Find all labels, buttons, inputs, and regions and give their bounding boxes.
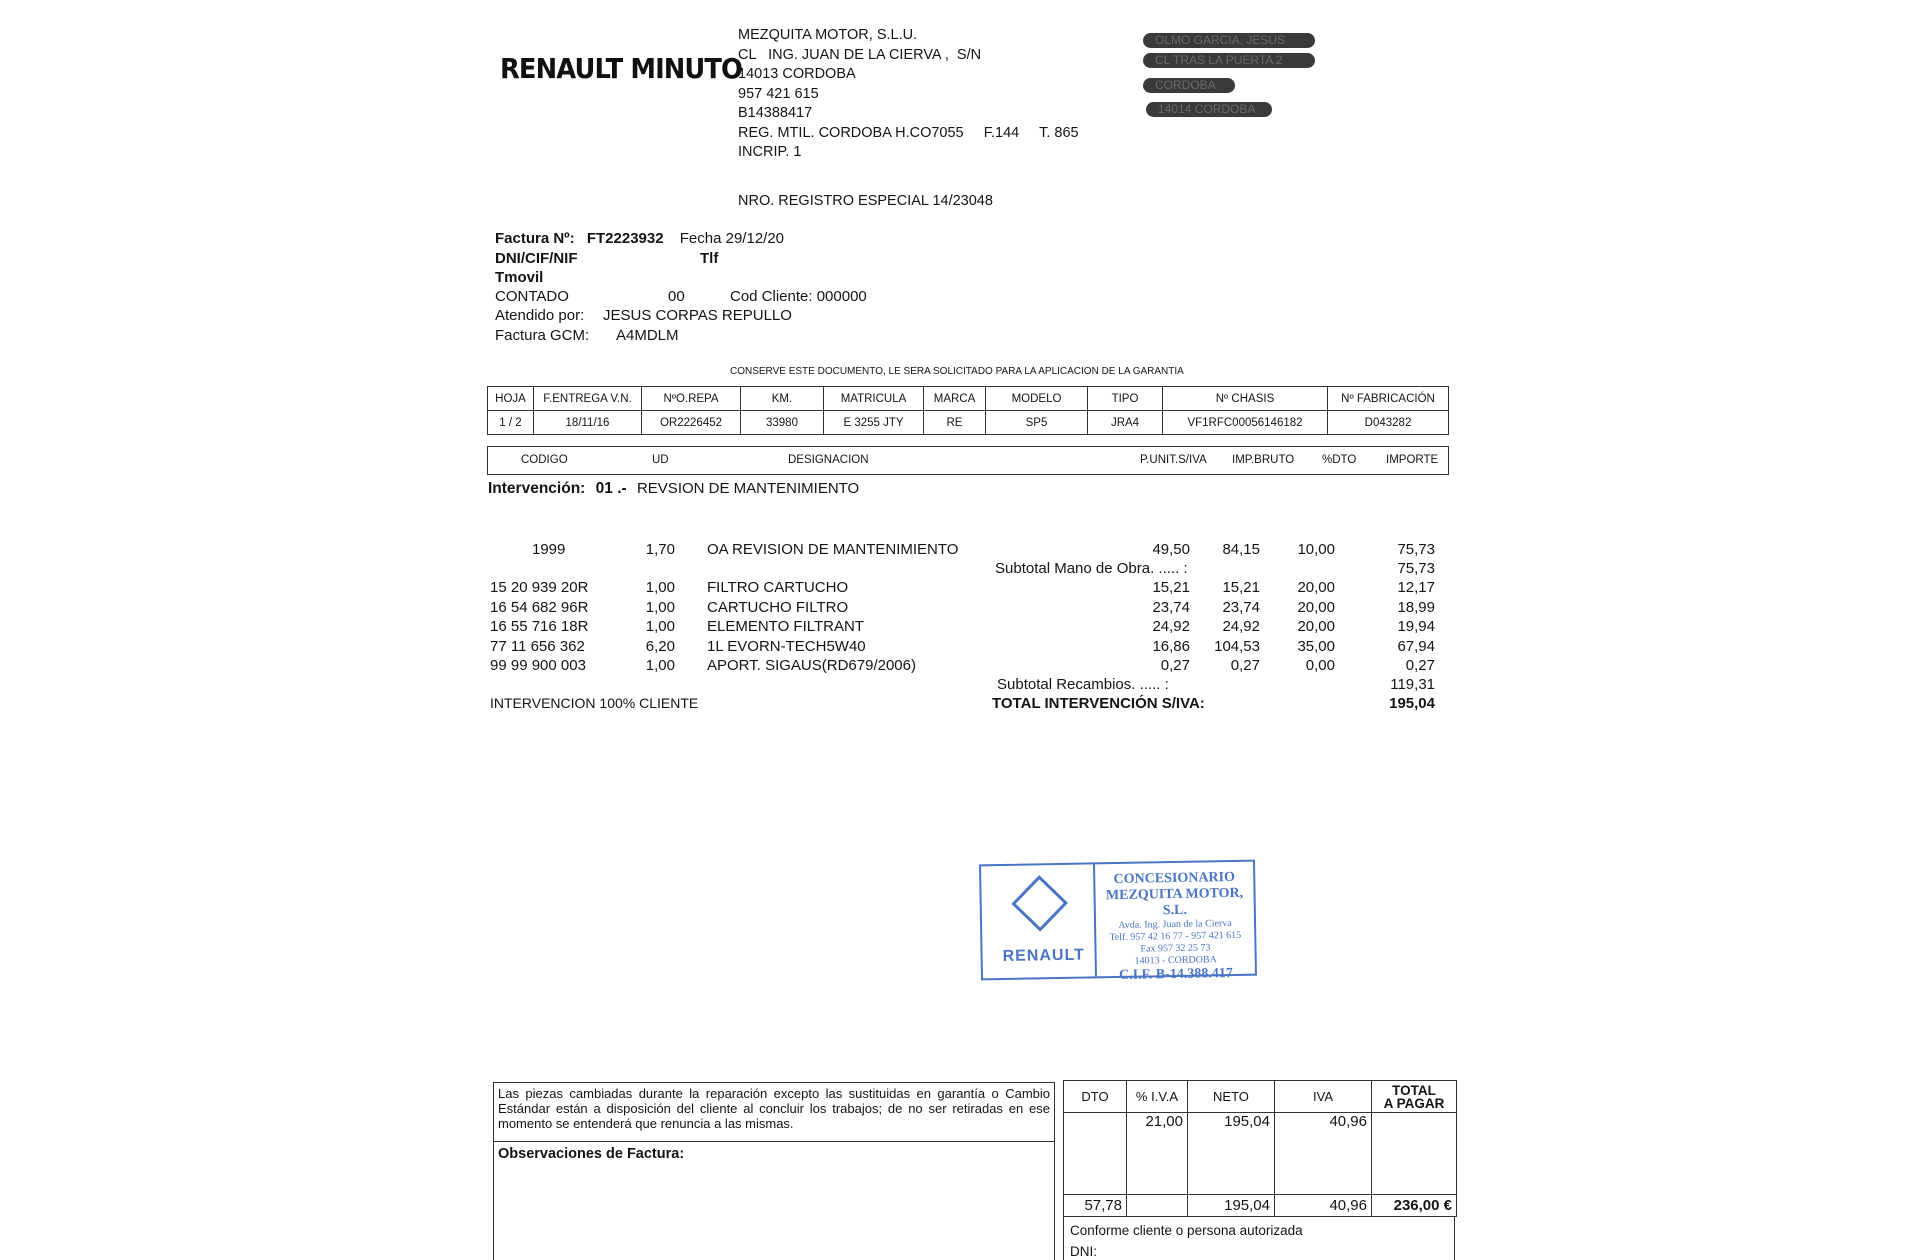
line-item-code: 77 11 656 362 [490,637,585,655]
observations-box [493,1141,1055,1260]
totals-vat-row [1064,1113,1457,1195]
company-registry: REG. MTIL. CORDOBA H.CO7055 F.144 T. 865 [738,124,1079,141]
line-item-punit: 24,92 [1152,618,1190,635]
totals-cell: 195,04 [1188,1195,1275,1217]
vehicle-header-cell: MATRICULA [824,387,924,411]
vehicle-table-header-row [488,387,1449,411]
company-block [738,26,1079,163]
col-ud: UD [652,454,669,466]
totals-final-row [1064,1195,1457,1217]
vehicle-value-cell: RE [924,411,986,435]
stamp-line: MEZQUITA MOTOR, S.L. [1105,885,1244,919]
client-code-label: Cod Cliente: [730,288,813,305]
stamp-line: Fax 957 32 25 73 [1140,942,1211,955]
parts-notice: Las piezas cambiadas durante la reparación excepto las sustituidas en garantía o Cambio Estándar están a disposición del cliente al concluir los trabajos; de no ser retiradas en ese momento se entenderá que renuncia a las mismas. [493,1082,1055,1142]
line-item-punit: 15,21 [1152,579,1190,596]
observations-label: Observaciones de Factura: [498,1146,685,1162]
line-item-desc: 1L EVORN-TECH5W40 [707,637,866,655]
tmovil-label: Tmovil [495,269,544,286]
line-item-dto: 20,00 [1297,598,1335,616]
company-name: MEZQUITA MOTOR, S.L.U. [738,27,918,43]
vehicle-header-cell: MODELO [986,387,1088,411]
invoice-number-label: Factura Nº: [495,230,575,247]
line-item-bruto: 23,74 [1222,598,1260,616]
stamp-line: Telf. 957 42 16 77 - 957 421 615 [1109,929,1242,944]
totals-cell [1064,1113,1127,1195]
line-item-punit: 49,50 [1152,541,1190,558]
client-code: 000000 [816,288,867,305]
subtotal-labour-label: Subtotal Mano de Obra. ..... : [995,560,1188,577]
line-item-bruto: 84,15 [1222,541,1260,558]
total-label-line2: A PAGAR [1383,1095,1445,1111]
total-label-line1: TOTAL [1392,1082,1436,1098]
line-columns-header [487,446,1449,475]
vehicle-table-value-row [488,411,1449,435]
company-cif: B14388417 [738,105,813,121]
line-item-importe: 19,94 [1397,618,1435,635]
redacted-customer-name: OLMO GARCIA, JESUS [1143,33,1315,48]
stamp-text [1099,870,1251,985]
invoice-date-label: Fecha [679,230,722,247]
company-phone: 957 421 615 [738,85,819,102]
stamp-logo-area [981,864,1097,978]
conformity-label: Conforme cliente o persona autorizada [1070,1223,1303,1238]
line-item-desc: APORT. SIGAUS(RD679/2006) [707,657,916,674]
totals-header-cell: DTO [1064,1081,1127,1113]
total-to-pay-header [1372,1081,1457,1113]
line-item-ud: 6,20 [645,637,675,655]
brand-logo: RENAULT MINUTO [500,52,743,85]
line-item-dto: 0,00 [1305,657,1335,674]
line-item-importe: 67,94 [1397,637,1435,655]
vehicle-value-cell: JRA4 [1088,411,1163,435]
stamp-line: Avda. Ing. Juan de la Cierva [1118,918,1232,931]
line-item-code: 16 54 682 96R [490,598,589,616]
subtotal-parts-label: Subtotal Recambios. ..... : [997,676,1169,693]
line-item-code: 1999 [532,541,566,558]
line-item-dto: 35,00 [1297,637,1335,655]
tlf-label: Tlf [700,250,719,267]
line-item-importe: 0,27 [1405,657,1435,674]
totals-table [1063,1080,1457,1217]
vehicle-value-cell: 33980 [741,411,824,435]
vehicle-header-cell: MARCA [924,387,986,411]
col-dto: %DTO [1322,454,1357,466]
vehicle-value-cell: 18/11/16 [534,411,642,435]
col-impbruto: IMP.BRUTO [1232,454,1295,466]
line-item-bruto: 24,92 [1222,618,1260,635]
redacted-customer-city: CORDOBA [1143,78,1235,93]
line-item-punit: 0,27 [1160,657,1190,674]
vehicle-value-cell: 1 / 2 [488,411,534,435]
line-item-code: 16 55 716 18R [490,618,589,635]
col-importe: IMPORTE [1386,454,1439,466]
stamp-line: 14013 - CORDOBA [1134,954,1217,967]
line-item-desc: CARTUCHO FILTRO [707,598,849,616]
intervention-number: 01 .- [595,480,627,497]
totals-cell: 195,04 [1188,1113,1275,1195]
vehicle-value-cell: VF1RFC00056146182 [1163,411,1328,435]
totals-header-row [1064,1081,1457,1113]
company-address: CL ING. JUAN DE LA CIERVA , S/N [738,46,982,63]
vehicle-header-cell: Nº CHASIS [1163,387,1328,411]
line-item-desc: OA REVISION DE MANTENIMIENTO [707,541,959,558]
totals-cell: 21,00 [1127,1113,1188,1195]
vehicle-value-cell: E 3255 JTY [824,411,924,435]
line-item-bruto: 15,21 [1222,579,1260,596]
totals-cell: 40,96 [1275,1195,1372,1217]
company-stamp [979,860,1257,981]
total-intervention-value: 195,04 [1389,695,1435,712]
line-item-code: 99 99 900 003 [490,657,586,674]
vehicle-value-cell: SP5 [986,411,1088,435]
intervention-label: Intervención: [488,480,586,497]
vehicle-table [487,386,1449,435]
stamp-line: C.I.F. B-14.388.417 [1118,966,1233,983]
redacted-customer-postcode: 14014 CORDOBA [1146,102,1272,117]
vehicle-header-cell: NºO.REPA [642,387,741,411]
total-to-pay: 236,00 € [1372,1195,1457,1217]
vehicle-value-cell: D043282 [1328,411,1449,435]
totals-cell: 40,96 [1275,1113,1372,1195]
line-item-ud: 1,00 [645,618,675,635]
warranty-note: CONSERVE ESTE DOCUMENTO, LE SERA SOLICITADO PARA LA APLICACION DE LA GARANTIA [730,366,1184,377]
client-conformity-box [1063,1216,1455,1260]
gcm-value: A4MDLM [616,327,679,344]
line-item-importe: 18,99 [1397,598,1435,616]
payment-method: CONTADO [495,288,569,305]
col-designacion: DESIGNACION [788,454,869,466]
line-item-dto: 20,00 [1297,618,1335,635]
payment-code: 00 [668,288,685,305]
intervention-title: REVSION DE MANTENIMIENTO [636,480,860,497]
line-item-dto: 10,00 [1297,541,1335,558]
special-registry: NRO. REGISTRO ESPECIAL 14/23048 [738,193,993,209]
col-punit: P.UNIT.S/IVA [1140,454,1207,466]
col-codigo: CODIGO [521,454,568,466]
renault-diamond-icon [1011,875,1068,932]
subtotal-labour-value: 75,73 [1397,560,1435,577]
redacted-customer-street: CL TRAS LA PUERTA 2 [1143,53,1315,68]
line-item-importe: 75,73 [1397,541,1435,558]
invoice-number: FT2223932 [586,230,664,247]
invoice-number-row [495,230,784,247]
attended-label: Atendido por: [495,307,585,324]
line-item-ud: 1,00 [645,598,675,616]
line-item-ud: 1,00 [645,579,675,596]
vehicle-value-cell: OR2226452 [642,411,741,435]
client-code-row [730,288,867,305]
line-item-ud: 1,00 [645,657,675,674]
totals-cell [1372,1113,1457,1195]
line-item-ud: 1,70 [645,541,675,558]
line-item-punit: 23,74 [1152,598,1190,616]
subtotal-parts-value: 119,31 [1390,676,1435,693]
line-item-bruto: 104,53 [1214,637,1260,655]
line-item-bruto: 0,27 [1230,657,1260,674]
company-inscription: INCRIP. 1 [738,144,802,160]
vehicle-header-cell: Nº FABRICACIÓN [1328,387,1449,411]
intervention-client-note: INTERVENCION 100% CLIENTE [490,695,699,711]
intervention-heading [488,480,859,498]
dni-label: DNI/CIF/NIF [495,250,578,267]
company-city: 14013 CORDOBA [738,66,856,82]
totals-cell: 57,78 [1064,1195,1127,1217]
totals-header-cell: IVA [1275,1081,1372,1113]
line-item-desc: FILTRO CARTUCHO [707,579,849,596]
stamp-line: CONCESIONARIO [1113,869,1236,888]
stamp-brand: RENAULT [1002,946,1086,966]
invoice-date: 29/12/20 [725,230,785,247]
line-item-dto: 20,00 [1297,579,1335,596]
vehicle-header-cell: HOJA [488,387,534,411]
line-item-desc: ELEMENTO FILTRANT [707,618,864,635]
vehicle-header-cell: KM. [741,387,824,411]
totals-cell [1127,1195,1188,1217]
vehicle-header-cell: F.ENTREGA V.N. [534,387,642,411]
gcm-label: Factura GCM: [495,327,590,344]
line-item-importe: 12,17 [1397,579,1435,596]
attended-by: JESUS CORPAS REPULLO [603,307,792,324]
totals-header-cell: % I.V.A [1127,1081,1188,1113]
totals-header-cell: NETO [1188,1081,1275,1113]
total-intervention-label: TOTAL INTERVENCIÓN S/IVA: [992,695,1205,712]
line-item-code: 15 20 939 20R [490,579,589,596]
dni-signature-label: DNI: [1070,1244,1097,1259]
vehicle-header-cell: TIPO [1088,387,1163,411]
line-item-punit: 16,86 [1152,637,1190,655]
